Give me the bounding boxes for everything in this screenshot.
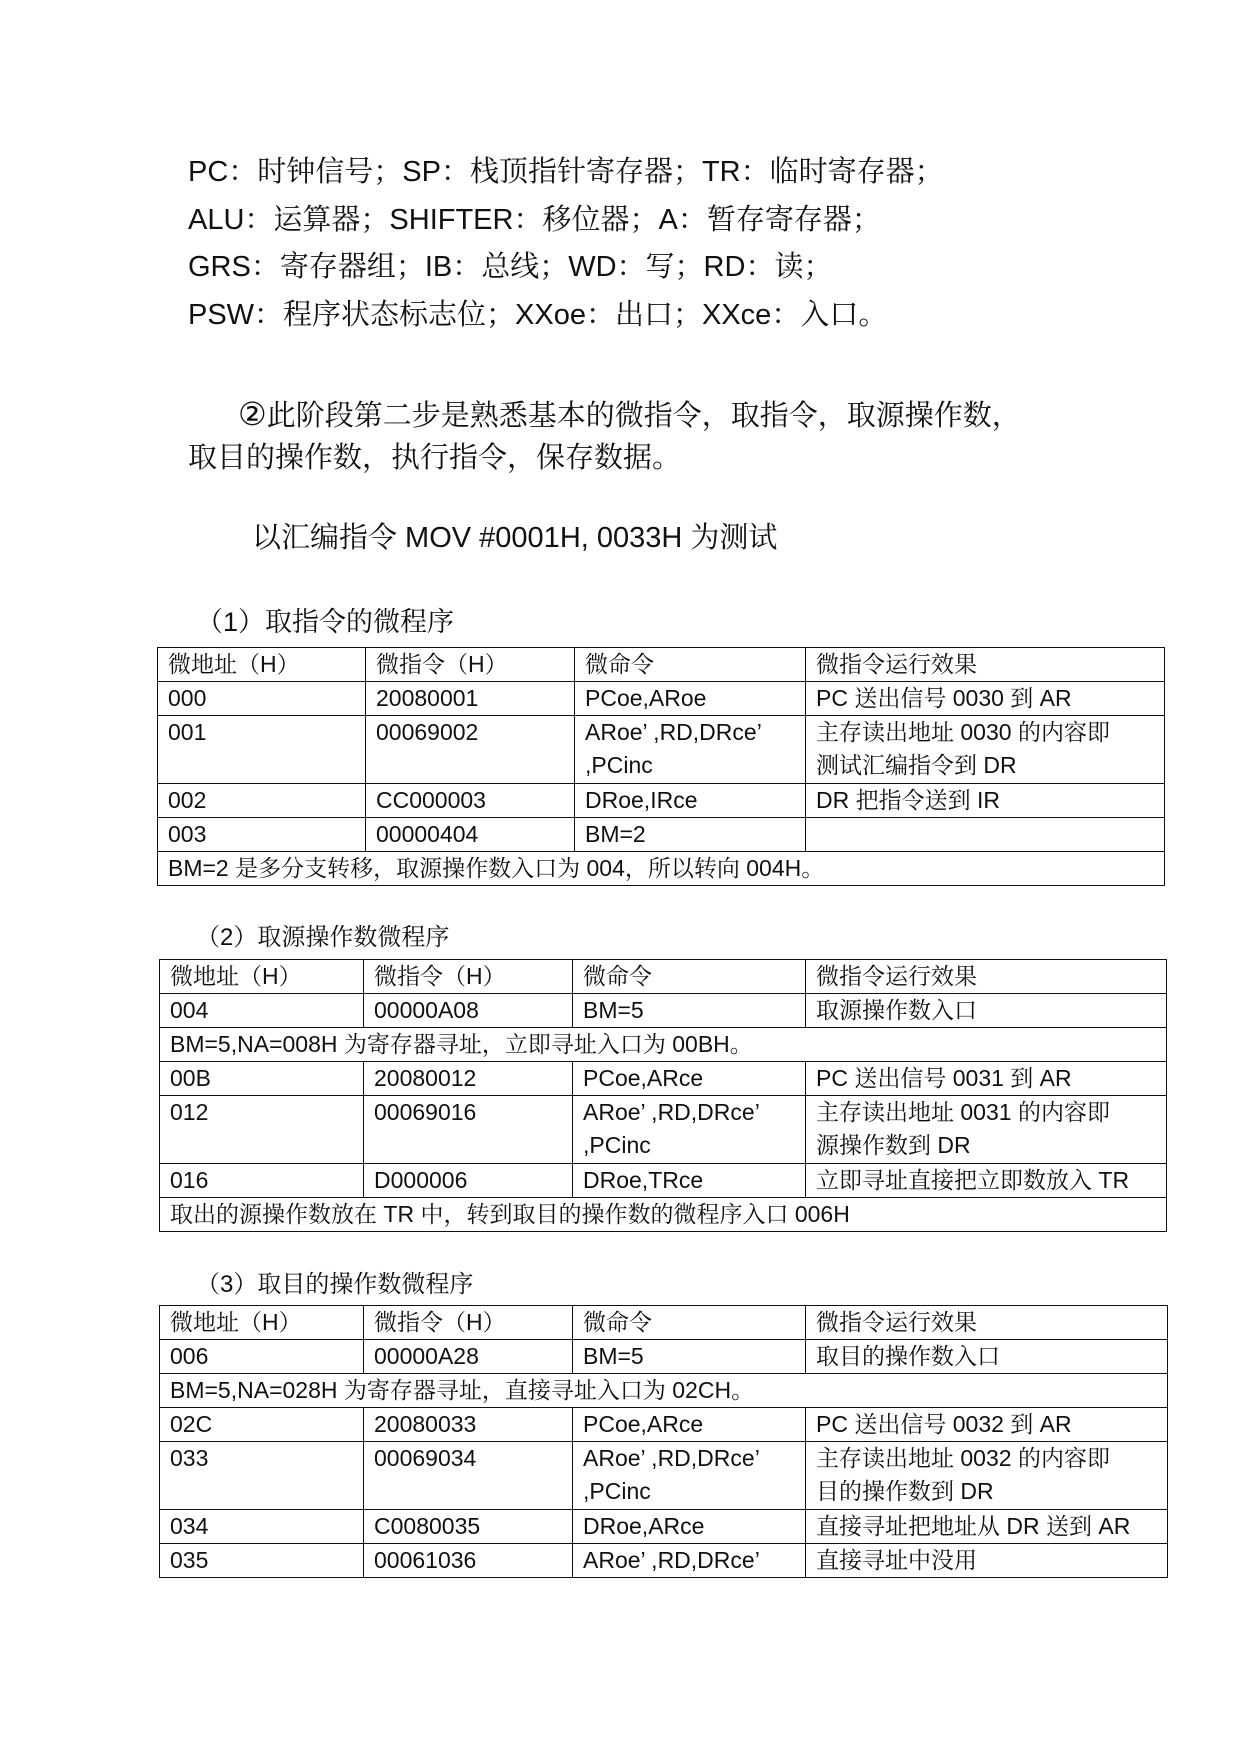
micro-instruction-cell: 20080001 — [366, 682, 575, 716]
micro-address-cell: 012 — [160, 1096, 364, 1164]
table-row — [160, 1544, 1168, 1578]
cell-line: 主存读出地址 0031 的内容即 — [816, 1099, 1110, 1125]
execution-effect-cell: 立即寻址直接把立即数放入 TR — [806, 1164, 1167, 1198]
note-cell: 取出的源操作数放在 TR 中，转到取目的操作数的微程序入口 006H — [160, 1198, 1167, 1232]
step-paragraph-text: 此阶段第二步是熟悉基本的微指令，取指令，取源操作数， — [266, 400, 1021, 432]
table-2-caption: （2）取源操作数微程序 — [196, 924, 450, 951]
header-micro-instruction: 微指令（H） — [364, 960, 573, 994]
cell-line: ,PCinc — [583, 1478, 651, 1504]
micro-instruction-cell: 00069034 — [364, 1442, 573, 1510]
table-3-caption: （3）取目的操作数微程序 — [196, 1271, 474, 1298]
micro-instruction-cell: 00000404 — [366, 818, 575, 852]
micro-instruction-cell: 00000A28 — [364, 1340, 573, 1374]
cell-line: 主存读出地址 0032 的内容即 — [816, 1445, 1110, 1471]
micro-instruction-cell: 00069016 — [364, 1096, 573, 1164]
execution-effect-cell: PC 送出信号 0031 到 AR — [806, 1062, 1167, 1096]
table-row — [160, 1510, 1168, 1544]
execution-effect-cell: DR 把指令送到 IR — [806, 784, 1165, 818]
header-execution-effect: 微指令运行效果 — [806, 648, 1165, 682]
test-instruction-line: 以汇编指令 MOV #0001H, 0033H 为测试 — [252, 522, 778, 554]
micro-instruction-cell: C0080035 — [364, 1510, 573, 1544]
table-header-row — [160, 960, 1167, 994]
header-micro-command: 微命令 — [575, 648, 806, 682]
cell-line: ARoe’ ,RD,DRce’ — [583, 1099, 760, 1125]
micro-command-cell: ARoe’ ,RD,DRce’ — [573, 1544, 806, 1578]
header-micro-address: 微地址（H） — [158, 648, 366, 682]
header-execution-effect: 微指令运行效果 — [806, 1306, 1168, 1340]
header-micro-address: 微地址（H） — [160, 960, 364, 994]
cell-line: ARoe’ ,RD,DRce’ — [583, 1445, 760, 1471]
header-execution-effect: 微指令运行效果 — [806, 960, 1167, 994]
register-legend — [188, 149, 944, 339]
execution-effect-cell: PC 送出信号 0032 到 AR — [806, 1408, 1168, 1442]
micro-address-cell: 006 — [160, 1340, 364, 1374]
execution-effect-cell: 取目的操作数入口 — [806, 1340, 1168, 1374]
micro-address-cell: 02C — [160, 1408, 364, 1442]
micro-address-cell: 002 — [158, 784, 366, 818]
micro-instruction-cell: 00000A08 — [364, 994, 573, 1028]
table-note-row — [160, 1028, 1167, 1062]
cell-line: ARoe’ ,RD,DRce’ — [585, 719, 762, 745]
execution-effect-cell: 直接寻址把地址从 DR 送到 AR — [806, 1510, 1168, 1544]
header-micro-instruction: 微指令（H） — [364, 1306, 573, 1340]
table-note-row — [160, 1198, 1167, 1232]
legend-line: GRS：寄存器组；IB：总线；WD：写；RD：读； — [188, 251, 833, 283]
micro-address-cell: 00B — [160, 1062, 364, 1096]
table-row — [160, 1340, 1168, 1374]
execution-effect-cell — [806, 716, 1165, 784]
micro-instruction-cell: D000006 — [364, 1164, 573, 1198]
table-header-row — [160, 1306, 1168, 1340]
micro-address-cell: 035 — [160, 1544, 364, 1578]
micro-instruction-cell: CC000003 — [366, 784, 575, 818]
micro-command-cell — [573, 1442, 806, 1510]
micro-command-cell — [575, 716, 806, 784]
cell-line: 源操作数到 DR — [816, 1132, 971, 1158]
micro-instruction-cell: 20080012 — [364, 1062, 573, 1096]
header-micro-address: 微地址（H） — [160, 1306, 364, 1340]
fetch-instruction-table — [157, 647, 1165, 886]
micro-command-cell — [573, 1096, 806, 1164]
micro-instruction-cell: 20080033 — [364, 1408, 573, 1442]
micro-address-cell: 016 — [160, 1164, 364, 1198]
table-1-caption: （1）取指令的微程序 — [196, 607, 455, 637]
legend-line: PC：时钟信号；SP：栈顶指针寄存器；TR：临时寄存器； — [188, 156, 944, 188]
cell-line: 测试汇编指令到 DR — [816, 752, 1017, 778]
table-note-row — [158, 852, 1165, 886]
table-row — [160, 1442, 1168, 1510]
micro-address-cell: 001 — [158, 716, 366, 784]
cell-line: ,PCinc — [585, 752, 653, 778]
fetch-source-operand-table — [159, 959, 1167, 1232]
micro-command-cell: PCoe,ARce — [573, 1062, 806, 1096]
note-cell: BM=5,NA=008H 为寄存器寻址，立即寻址入口为 00BH。 — [160, 1028, 1167, 1062]
micro-command-cell: PCoe,ARoe — [575, 682, 806, 716]
table-row — [160, 1062, 1167, 1096]
micro-address-cell: 004 — [160, 994, 364, 1028]
table-note-row — [160, 1374, 1168, 1408]
micro-command-cell: DRoe,TRce — [573, 1164, 806, 1198]
micro-instruction-cell: 00069002 — [366, 716, 575, 784]
table-row — [160, 1164, 1167, 1198]
micro-address-cell: 034 — [160, 1510, 364, 1544]
cell-line: ,PCinc — [583, 1132, 651, 1158]
micro-command-cell: BM=5 — [573, 994, 806, 1028]
execution-effect-cell: 直接寻址中没用 — [806, 1544, 1168, 1578]
cell-line: 主存读出地址 0030 的内容即 — [816, 719, 1110, 745]
execution-effect-cell: 取源操作数入口 — [806, 994, 1167, 1028]
step-paragraph-line: 取目的操作数，执行指令，保存数据。 — [188, 442, 682, 474]
table-row — [160, 1096, 1167, 1164]
header-micro-command: 微命令 — [573, 1306, 806, 1340]
micro-address-cell: 003 — [158, 818, 366, 852]
micro-command-cell: PCoe,ARce — [573, 1408, 806, 1442]
header-micro-instruction: 微指令（H） — [366, 648, 575, 682]
cell-line: 目的操作数到 DR — [816, 1478, 994, 1504]
execution-effect-cell — [806, 818, 1165, 852]
fetch-destination-operand-table — [159, 1305, 1168, 1578]
table-row — [160, 994, 1167, 1028]
note-cell: BM=2 是多分支转移，取源操作数入口为 004，所以转向 004H。 — [158, 852, 1165, 886]
execution-effect-cell: PC 送出信号 0030 到 AR — [806, 682, 1165, 716]
micro-command-cell: BM=5 — [573, 1340, 806, 1374]
micro-command-cell: BM=2 — [575, 818, 806, 852]
micro-address-cell: 033 — [160, 1442, 364, 1510]
micro-address-cell: 000 — [158, 682, 366, 716]
micro-command-cell: DRoe,IRce — [575, 784, 806, 818]
circled-number-marker: ② — [238, 396, 267, 432]
table-header-row — [158, 648, 1165, 682]
note-cell: BM=5,NA=028H 为寄存器寻址，直接寻址入口为 02CH。 — [160, 1374, 1168, 1408]
table-row — [158, 818, 1165, 852]
table-row — [160, 1408, 1168, 1442]
step-paragraph-line — [188, 393, 1021, 437]
table-row — [158, 716, 1165, 784]
execution-effect-cell — [806, 1442, 1168, 1510]
legend-line: PSW：程序状态标志位；XXoe：出口；XXce：入口。 — [188, 298, 888, 331]
header-micro-command: 微命令 — [573, 960, 806, 994]
legend-line: ALU：运算器；SHIFTER：移位器；A：暂存寄存器； — [188, 203, 881, 236]
micro-instruction-cell: 00061036 — [364, 1544, 573, 1578]
execution-effect-cell — [806, 1096, 1167, 1164]
step-paragraph — [188, 393, 1021, 479]
micro-command-cell: DRoe,ARce — [573, 1510, 806, 1544]
table-row — [158, 784, 1165, 818]
table-row — [158, 682, 1165, 716]
